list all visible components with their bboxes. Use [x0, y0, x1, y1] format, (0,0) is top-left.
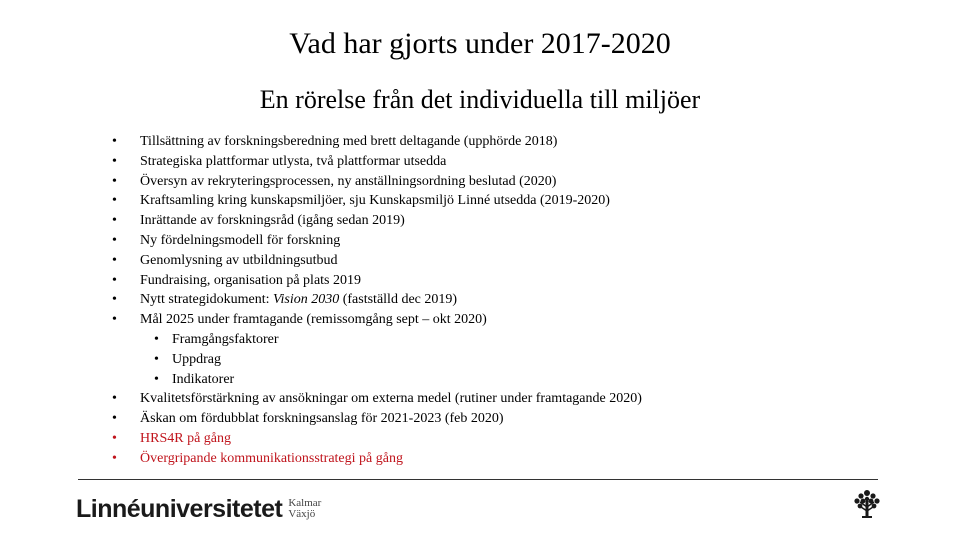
bullet-item: [112, 172, 912, 192]
bullet-item: [112, 290, 912, 310]
bullet-dot: •: [112, 430, 117, 446]
footer-divider: [78, 479, 878, 480]
bullet-dot: •: [112, 173, 117, 189]
bullet-item: [112, 251, 912, 271]
bullet-dot: •: [112, 292, 117, 308]
bullet-item-highlight: [112, 429, 912, 449]
bullet-text: Indikatorer: [172, 371, 235, 387]
sub-bullet-item: [112, 330, 912, 350]
bullet-item: [112, 211, 912, 231]
bullet-text: Genomlysning av utbildningsutbud: [140, 252, 338, 268]
slide-title: Vad har gjorts under 2017-2020: [289, 27, 671, 60]
logo-town-kalmar: Kalmar: [288, 497, 322, 509]
logo-town-vaxjo: Växjö: [288, 508, 316, 520]
bullet-text: Kraftsamling kring kunskapsmiljöer, sju Kunskapsmiljö Linné utsedda (2019-2020): [140, 193, 610, 209]
bullet-dot: •: [154, 351, 159, 367]
bullet-dot: •: [112, 312, 117, 328]
bullet-item: [112, 389, 912, 409]
logo-towns: [288, 498, 321, 522]
bullet-dot: •: [112, 153, 117, 169]
bullet-dot: •: [112, 411, 117, 427]
bullet-list: [112, 132, 912, 469]
slide-subtitle: En rörelse från det individuella till miljöer: [259, 85, 701, 114]
bullet-dot: •: [112, 272, 117, 288]
bullet-text: Framgångsfaktorer: [172, 331, 279, 347]
bullet-item: [112, 231, 912, 251]
bullet-dot: •: [112, 232, 117, 248]
bullet-dot: •: [112, 450, 117, 466]
bullet-dot: •: [112, 252, 117, 268]
bullet-dot: •: [112, 213, 117, 229]
bullet-text: Äskan om fördubblat forskningsanslag för 2021-2023 (feb 2020): [140, 411, 504, 427]
bullet-text: Uppdrag: [172, 351, 221, 367]
bullet-text: Tillsättning av forskningsberedning med brett deltagande (upphörde 2018): [140, 134, 558, 149]
bullet-text-before: Nytt strategidokument:: [140, 292, 273, 308]
sub-bullet-item: [112, 370, 912, 390]
university-logo: [76, 492, 321, 522]
bullet-dot: •: [112, 391, 117, 407]
bullet-item-highlight: [112, 449, 912, 469]
logo-wordmark: Linnéuniversitetet: [76, 495, 283, 523]
bullet-text: Strategiska plattformar utlysta, två plattformar utsedda: [140, 153, 447, 169]
bullet-item: [112, 132, 912, 152]
bullet-dot: •: [112, 193, 117, 209]
bullet-item: [112, 409, 912, 429]
bullet-text: Kvalitetsförstärkning av ansökningar om externa medel (rutiner under framtagande 2020): [140, 391, 642, 407]
bullet-item: [112, 310, 912, 330]
bullet-item: [112, 191, 912, 211]
bullet-text: Översyn av rekryteringsprocessen, ny anställningsordning beslutad (2020): [140, 173, 557, 189]
bullet-dot: •: [154, 371, 159, 387]
bullet-text: Inrättande av forskningsråd (igång sedan 2019): [140, 213, 405, 229]
bullet-dot: •: [154, 331, 159, 347]
bullet-text: HRS4R på gång: [140, 430, 231, 446]
vision-document-title: Vision 2030: [272, 292, 340, 308]
linnaea-tree-icon: [852, 489, 882, 519]
bullet-dot: •: [112, 134, 117, 149]
bullet-text: Mål 2025 under framtagande (remissomgång sept – okt 2020): [140, 312, 487, 328]
bullet-item: [112, 271, 912, 291]
sub-bullet-item: [112, 350, 912, 370]
bullet-item: [112, 152, 912, 172]
bullet-text: Övergripande kommunikationsstrategi på gång: [140, 450, 403, 466]
bullet-text: Ny fördelningsmodell för forskning: [140, 232, 341, 248]
bullet-text: Fundraising, organisation på plats 2019: [140, 272, 361, 288]
bullet-text-after: (fastställd dec 2019): [339, 292, 458, 308]
